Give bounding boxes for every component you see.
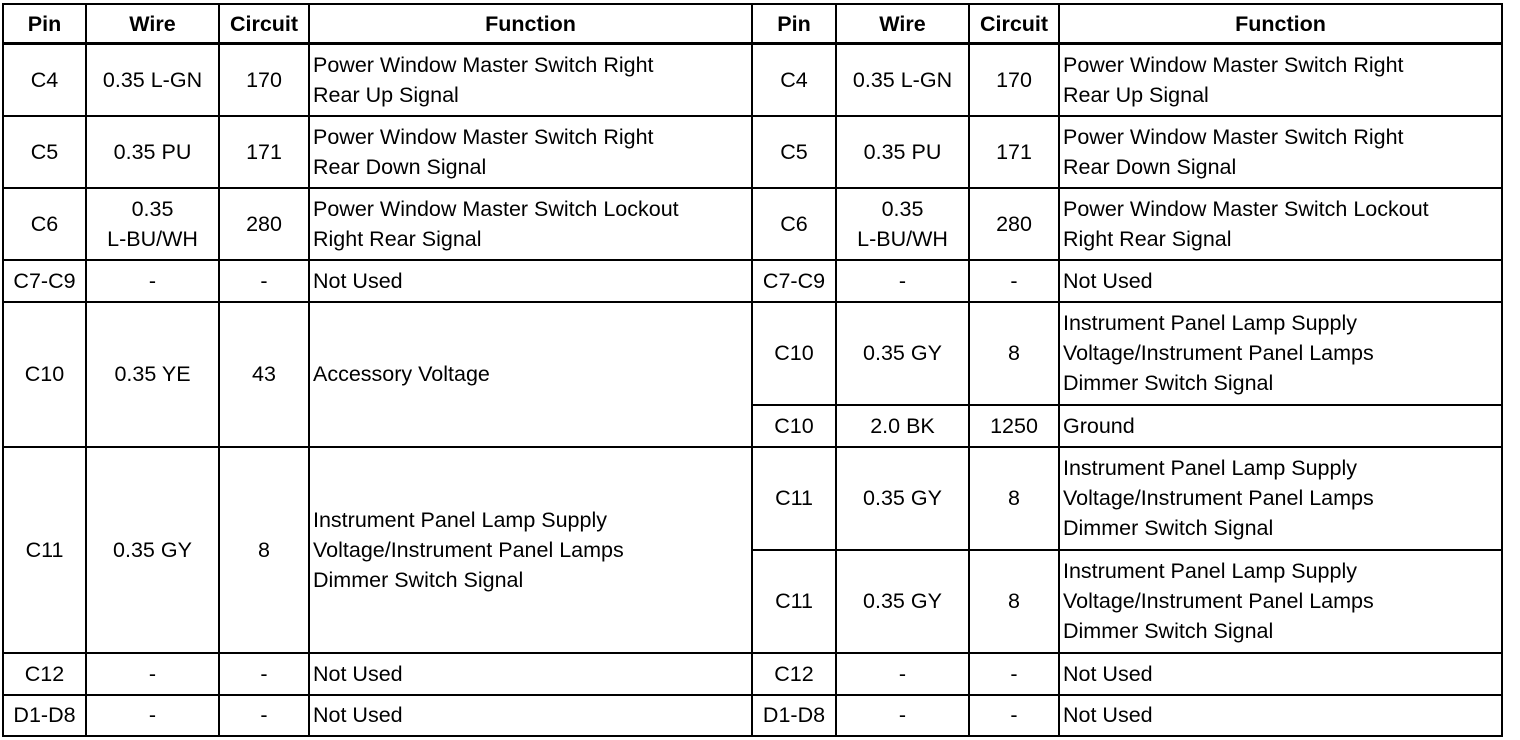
function-line: Power Window Master Switch Right xyxy=(313,52,654,77)
wire-cell: 0.35 PU xyxy=(86,116,219,188)
function-cell: Not Used xyxy=(309,260,752,302)
function-line: Instrument Panel Lamp Supply xyxy=(1063,559,1357,584)
wire-cell: - xyxy=(86,260,219,302)
wire-line: 0.35 xyxy=(881,196,924,221)
pin-cell: C10 xyxy=(752,405,836,447)
wire-line: L-BU/WH xyxy=(107,226,198,251)
function-line: Right Rear Signal xyxy=(1063,226,1232,251)
function-cell xyxy=(1059,188,1502,260)
header-pin: Pin xyxy=(752,4,836,44)
circuit-cell: - xyxy=(219,695,309,736)
connector-pinout-table xyxy=(2,3,1503,737)
pin-cell: C5 xyxy=(752,116,836,188)
pin-cell: C4 xyxy=(752,44,836,116)
pin-cell: C10 xyxy=(3,302,86,447)
header-function: Function xyxy=(1059,4,1502,44)
circuit-cell: 170 xyxy=(219,44,309,116)
function-line: Dimmer Switch Signal xyxy=(1063,516,1274,541)
function-line: Voltage/Instrument Panel Lamps xyxy=(1063,589,1374,614)
function-line: Dimmer Switch Signal xyxy=(1063,371,1274,396)
function-cell: Not Used xyxy=(309,695,752,736)
pin-cell: C4 xyxy=(3,44,86,116)
wire-cell: - xyxy=(836,653,969,695)
pin-cell: C6 xyxy=(3,188,86,260)
table-row xyxy=(3,695,1502,736)
wire-cell: - xyxy=(836,260,969,302)
circuit-cell: 8 xyxy=(969,302,1059,405)
pin-cell: C7-C9 xyxy=(752,260,836,302)
table-row xyxy=(3,44,1502,116)
wire-cell: 2.0 BK xyxy=(836,405,969,447)
wire-cell: 0.35 L-GN xyxy=(836,44,969,116)
circuit-cell: - xyxy=(969,260,1059,302)
wire-cell: - xyxy=(86,695,219,736)
function-cell: Not Used xyxy=(1059,653,1502,695)
table-row xyxy=(3,653,1502,695)
circuit-cell: 1250 xyxy=(969,405,1059,447)
function-line: Power Window Master Switch Right xyxy=(313,124,654,149)
circuit-cell: - xyxy=(969,653,1059,695)
circuit-cell: - xyxy=(969,695,1059,736)
pinout-table-container xyxy=(2,3,1501,737)
pin-cell: C7-C9 xyxy=(3,260,86,302)
function-line: Right Rear Signal xyxy=(313,226,482,251)
wire-cell: 0.35 PU xyxy=(836,116,969,188)
wire-cell xyxy=(86,188,219,260)
pin-cell: C11 xyxy=(3,447,86,653)
function-line: Rear Down Signal xyxy=(1063,154,1237,179)
function-line: Instrument Panel Lamp Supply xyxy=(313,507,607,532)
pin-cell: C12 xyxy=(752,653,836,695)
function-line: Voltage/Instrument Panel Lamps xyxy=(313,537,624,562)
wire-cell: 0.35 L-GN xyxy=(86,44,219,116)
pin-cell: C11 xyxy=(752,447,836,550)
header-circuit: Circuit xyxy=(969,4,1059,44)
header-wire: Wire xyxy=(836,4,969,44)
function-line: Voltage/Instrument Panel Lamps xyxy=(1063,486,1374,511)
function-cell xyxy=(309,188,752,260)
header-function: Function xyxy=(309,4,752,44)
wire-cell: 0.35 GY xyxy=(86,447,219,653)
table-row xyxy=(3,116,1502,188)
wire-cell: 0.35 GY xyxy=(836,302,969,405)
function-cell xyxy=(1059,550,1502,653)
function-line: Instrument Panel Lamp Supply xyxy=(1063,311,1357,336)
wire-line: 0.35 xyxy=(131,196,174,221)
table-row xyxy=(3,447,1502,550)
circuit-cell: - xyxy=(219,260,309,302)
header-wire: Wire xyxy=(86,4,219,44)
function-cell xyxy=(309,116,752,188)
function-cell xyxy=(1059,44,1502,116)
table-row xyxy=(3,302,1502,405)
wire-line: L-BU/WH xyxy=(857,226,948,251)
function-cell xyxy=(309,44,752,116)
function-cell xyxy=(1059,116,1502,188)
function-cell: Not Used xyxy=(1059,695,1502,736)
circuit-cell: 8 xyxy=(219,447,309,653)
function-cell: Not Used xyxy=(1059,260,1502,302)
function-line: Power Window Master Switch Lockout xyxy=(1063,196,1429,221)
function-line: Voltage/Instrument Panel Lamps xyxy=(1063,341,1374,366)
function-line: Instrument Panel Lamp Supply xyxy=(1063,456,1357,481)
function-line: Power Window Master Switch Right xyxy=(1063,124,1404,149)
wire-cell: - xyxy=(86,653,219,695)
function-line: Dimmer Switch Signal xyxy=(1063,619,1274,644)
wire-cell: 0.35 YE xyxy=(86,302,219,447)
pin-cell: C6 xyxy=(752,188,836,260)
circuit-cell: 43 xyxy=(219,302,309,447)
function-cell xyxy=(309,447,752,653)
table-row xyxy=(3,260,1502,302)
circuit-cell: 280 xyxy=(219,188,309,260)
function-cell xyxy=(1059,302,1502,405)
pin-cell: C10 xyxy=(752,302,836,405)
pin-cell: D1-D8 xyxy=(752,695,836,736)
circuit-cell: 170 xyxy=(969,44,1059,116)
circuit-cell: 171 xyxy=(219,116,309,188)
table-row xyxy=(3,188,1502,260)
wire-cell: - xyxy=(836,695,969,736)
circuit-cell: 8 xyxy=(969,447,1059,550)
function-line: Rear Down Signal xyxy=(313,154,487,179)
header-pin: Pin xyxy=(3,4,86,44)
header-row xyxy=(3,4,1502,44)
function-cell: Accessory Voltage xyxy=(309,302,752,447)
circuit-cell: 8 xyxy=(969,550,1059,653)
wire-cell: 0.35 GY xyxy=(836,550,969,653)
pin-cell: C12 xyxy=(3,653,86,695)
function-line: Rear Up Signal xyxy=(1063,82,1209,107)
function-cell: Not Used xyxy=(309,653,752,695)
pin-cell: C5 xyxy=(3,116,86,188)
function-cell: Ground xyxy=(1059,405,1502,447)
function-line: Power Window Master Switch Lockout xyxy=(313,196,679,221)
circuit-cell: 171 xyxy=(969,116,1059,188)
pin-cell: C11 xyxy=(752,550,836,653)
circuit-cell: - xyxy=(219,653,309,695)
circuit-cell: 280 xyxy=(969,188,1059,260)
function-cell xyxy=(1059,447,1502,550)
wire-cell: 0.35 GY xyxy=(836,447,969,550)
function-line: Rear Up Signal xyxy=(313,82,459,107)
function-line: Dimmer Switch Signal xyxy=(313,567,524,592)
function-line: Power Window Master Switch Right xyxy=(1063,52,1404,77)
wire-cell xyxy=(836,188,969,260)
pin-cell: D1-D8 xyxy=(3,695,86,736)
header-circuit: Circuit xyxy=(219,4,309,44)
